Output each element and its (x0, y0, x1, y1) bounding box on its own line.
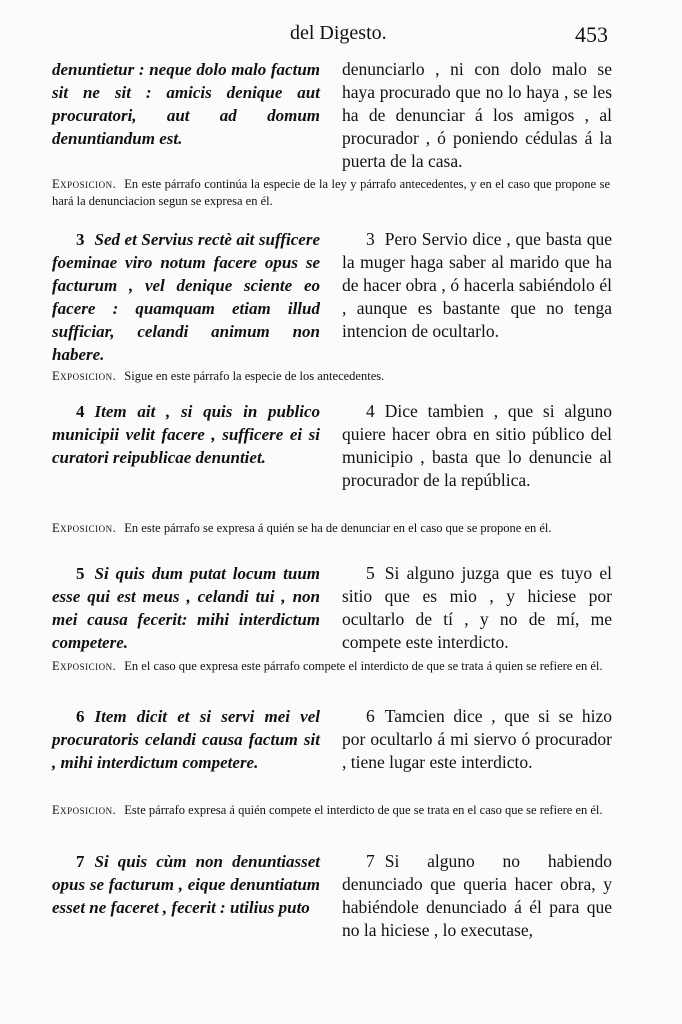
exposition-text: En este párrafo se expresa á quién se ha de denunciar en el caso que se propone en él. (124, 521, 552, 535)
spanish-body: Dice tambien , que si alguno quiere hacer obra en sitio público del municipio , basta que lo denuncie al procurador de la república. (342, 401, 612, 490)
latin-text (52, 400, 320, 492)
exposition-text: En este párrafo continúa la especie de la ley y párrafo antecedentes, y en el caso que propone se hará la denunciacion segun se expresa en él. (52, 177, 610, 208)
paragraph-number: 6 (76, 707, 85, 726)
exposition-label: Exposicion. (52, 521, 117, 535)
exposition-label: Exposicion. (52, 369, 117, 383)
paragraph-number: 7 (366, 851, 375, 871)
paragraph-continuation (52, 58, 612, 173)
spanish-text (342, 705, 612, 774)
paragraph-4 (52, 400, 612, 492)
latin-body: Item ait , si quis in publico municipii velit facere , sufficere ei si curatori reipublicae denuntiet. (52, 402, 320, 467)
latin-body: Item dicit et si servi mei vel procuratoris celandi causa factum sit , mihi interdictum competere. (52, 707, 320, 772)
spanish-text (342, 850, 612, 942)
spanish-body: Tamcien dice , que si se hizo por ocultarlo á mi siervo ó procurador , tiene lugar este interdicto. (342, 706, 612, 772)
spanish-body: Pero Servio dice , que basta que la muger haga saber al marido que ha de hacer obra , ó hacerla sabiéndolo él , aunque es bastante que no tenga intencion de ocultarlo. (342, 229, 612, 341)
latin-text (52, 850, 320, 942)
latin-body: Si quis dum putat locum tuum esse qui est meus , celandi tui , non mei causa fecerit: mihi interdictum competere. (52, 564, 320, 652)
spanish-text (342, 400, 612, 492)
exposition-note (52, 802, 610, 819)
paragraph-number: 4 (366, 401, 375, 421)
latin-body: Si quis cùm non denuntiasset opus se facturum , eique denuntiatum esset ne faceret , fecerit : utilius puto (52, 852, 320, 917)
exposition-note (52, 520, 610, 537)
spanish-body: Si alguno juzga que es tuyo el sitio que es mio , y hiciese por ocultarlo de tí , y no de mí, me compete este interdicto. (342, 563, 612, 652)
paragraph-7 (52, 850, 612, 942)
paragraph-number: 3 (76, 230, 85, 249)
exposition-text: En el caso que expresa este párrafo compete el interdicto de que se trata á quien se refiere en él. (124, 659, 603, 673)
latin-text (52, 562, 320, 654)
paragraph-number: 4 (76, 402, 85, 421)
running-head: del Digesto. (290, 22, 387, 44)
exposition-note (52, 368, 610, 385)
exposition-text: Este párrafo expresa á quién compete el interdicto de que se trata en el caso que se refiere en él. (124, 803, 603, 817)
paragraph-number: 5 (76, 564, 85, 583)
spanish-body: Si alguno no habiendo denunciado que queria hacer obra, y habiéndole denunciado á él para que no la hiciese , lo executase, (342, 851, 612, 940)
paragraph-number: 5 (366, 563, 375, 583)
latin-text (52, 228, 320, 366)
latin-text (52, 705, 320, 774)
paragraph-number: 7 (76, 852, 85, 871)
spanish-text: denunciarlo , ni con dolo malo se haya procurado que no lo haya , se les ha de denunciar á los amigos , al procurador , ó poniendo cédulas á la puerta de la casa. (342, 59, 612, 171)
paragraph-6 (52, 705, 612, 774)
exposition-note (52, 176, 610, 210)
exposition-label: Exposicion. (52, 659, 117, 673)
spanish-text (342, 228, 612, 366)
latin-text: denuntietur : neque dolo malo factum sit ne sit : amicis denique aut procuratori, aut ad domum denuntiandum est. (52, 60, 320, 148)
latin-body: Sed et Servius rectè ait sufficere foeminae viro notum facere opus se facturum , vel denique sciente eo facere : quamquam etiam illud sufficiar, celandi animum non habere. (52, 230, 320, 364)
page-header (0, 22, 682, 50)
exposition-label: Exposicion. (52, 177, 117, 191)
exposition-text: Sigue en este párrafo la especie de los antecedentes. (124, 369, 385, 383)
spanish-text (342, 562, 612, 654)
exposition-label: Exposicion. (52, 803, 117, 817)
paragraph-5 (52, 562, 612, 654)
exposition-note (52, 658, 610, 675)
paragraph-number: 3 (366, 229, 375, 249)
paragraph-number: 6 (366, 706, 375, 726)
paragraph-3 (52, 228, 612, 366)
page-number: 453 (575, 22, 608, 47)
